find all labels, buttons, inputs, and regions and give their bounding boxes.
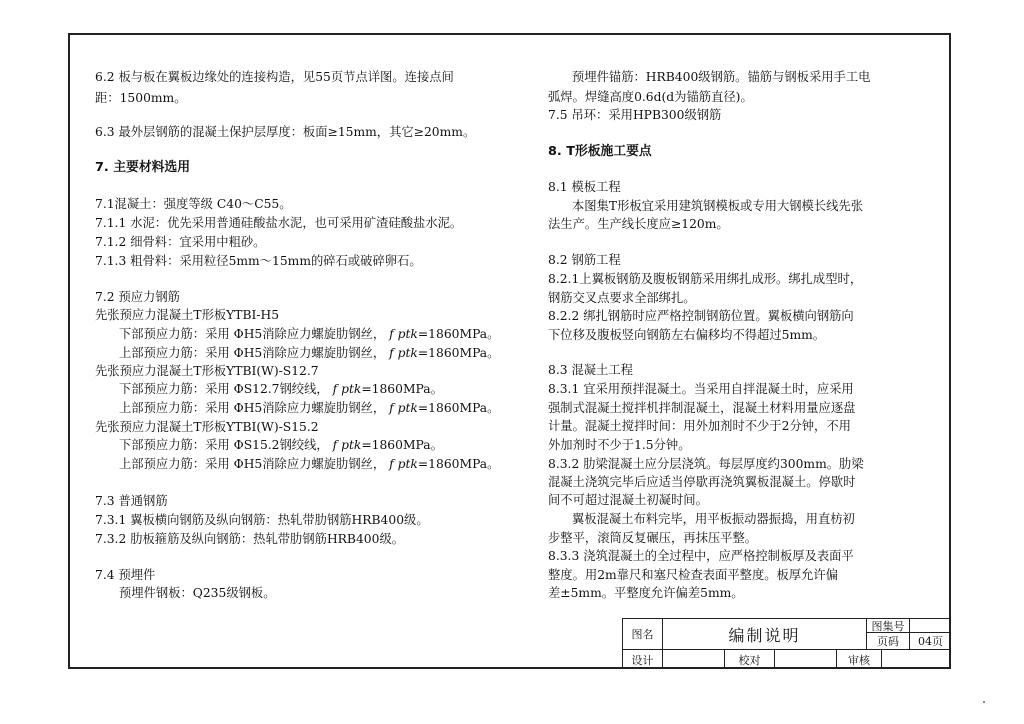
section-heading-8: 8. T形板施工要点 bbox=[548, 144, 652, 159]
tendon-line: 上部预应力筋：采用 ΦH5消除应力螺旋肋钢丝， f ptk=1860MPa。 bbox=[119, 346, 500, 360]
text-line: 下位移及腹板竖向钢筋左右偏移均不得超过5mm。 bbox=[548, 328, 826, 342]
text-line: 8.2 钢筋工程 bbox=[548, 253, 621, 267]
atlas-number-label: 图集号 bbox=[866, 618, 909, 632]
text-line: 整度。用2m靠尺和塞尺检查表面平整度。板厚允许偏 bbox=[548, 568, 839, 582]
text-line: 8.3 混凝土工程 bbox=[548, 363, 633, 377]
text-line: 距：1500mm。 bbox=[95, 91, 187, 105]
text-line: 混凝土浇筑完毕后应适当停歇再浇筑翼板混凝土。停歇时 bbox=[548, 475, 856, 489]
text-line: 钢筋交叉点要求全部绑扎。 bbox=[548, 291, 696, 305]
text-line: 先张预应力混凝土T形板YTBI(W)-S15.2 bbox=[95, 420, 319, 434]
tendon-line: 下部预应力筋：采用 ΦS15.2钢绞线， f ptk=1860MPa。 bbox=[119, 438, 443, 452]
text-line: 7.5 吊环：采用HPB300级钢筋 bbox=[548, 108, 722, 122]
text-line: 8.3.1 宜采用预拌混凝土。当采用自拌混凝土时，应采用 bbox=[548, 382, 854, 396]
text-line: 差±5mm。平整度允许偏差5mm。 bbox=[548, 586, 744, 600]
text-line: 6.2 板与板在翼板边缘处的连接构造，见55页节点详图。连接点间 bbox=[95, 70, 454, 84]
text-line: 8.2.1上翼板钢筋及腹板钢筋采用绑扎成形。绑扎成型时， bbox=[548, 272, 863, 286]
review-signature bbox=[881, 649, 951, 669]
text-line: 8.1 模板工程 bbox=[548, 180, 621, 194]
text-line: 7.1.3 粗骨料：采用粒径5mm～15mm的碎石或破碎卵石。 bbox=[95, 254, 422, 268]
text-line: 7.4 预埋件 bbox=[95, 568, 156, 582]
title-block bbox=[622, 618, 951, 669]
text-line: 弧焊。焊缝高度0.6d(d为锚筋直径)。 bbox=[548, 90, 753, 104]
text-line: 8.2.2 绑扎钢筋时应严格控制钢筋位置。翼板横向钢筋向 bbox=[548, 309, 854, 323]
text-line: 8.3.2 肋梁混凝土应分层浇筑。每层厚度约300mm。肋梁 bbox=[548, 457, 864, 471]
text-line: 6.3 最外层钢筋的混凝土保护层厚度：板面≥15mm，其它≥20mm。 bbox=[95, 125, 476, 139]
text-line: 7.3.2 肋板箍筋及纵向钢筋：热轧带肋钢筋HRB400级。 bbox=[95, 532, 405, 546]
design-label: 设计 bbox=[622, 649, 662, 669]
text-line: 8.3.3 浇筑混凝土的全过程中，应严格控制板厚及表面平 bbox=[548, 549, 854, 563]
text-line: 步整平，滚筒反复碾压，再抹压平整。 bbox=[548, 531, 758, 545]
tendon-line: 上部预应力筋：采用 ΦH5消除应力螺旋肋钢丝， f ptk=1860MPa。 bbox=[119, 457, 500, 471]
page-number-value: 04页 bbox=[909, 632, 951, 649]
text-line: 外加剂时不少于1.5分钟。 bbox=[548, 438, 691, 452]
text-line: 预埋件锚筋：HRB400级钢筋。锚筋与钢板采用手工电 bbox=[572, 70, 871, 84]
text-line: 7.3 普通钢筋 bbox=[95, 494, 168, 508]
review-label: 审核 bbox=[836, 649, 881, 669]
text-line: 法生产。生产线长度应≥120m。 bbox=[548, 217, 729, 231]
text-line: 本图集T形板宜采用建筑钢模板或专用大钢模长线先张 bbox=[572, 199, 864, 213]
page-number-label: 页码 bbox=[866, 632, 909, 649]
text-line: 先张预应力混凝土T形板YTBI-H5 bbox=[95, 308, 280, 322]
text-line: 计量。混凝土搅拌时间：用外加剂时不少于2分钟，不用 bbox=[548, 419, 851, 433]
tendon-line: 上部预应力筋：采用 ΦH5消除应力螺旋肋钢丝， f ptk=1860MPa。 bbox=[119, 401, 500, 415]
design-signature bbox=[662, 649, 724, 669]
text-line: 预埋件钢板：Q235级钢板。 bbox=[119, 586, 276, 600]
drawing-name-label: 图名 bbox=[622, 618, 662, 649]
tendon-line: 下部预应力筋：采用 ΦS12.7钢绞线， f ptk=1860MPa。 bbox=[119, 382, 443, 396]
text-line: 7.2 预应力钢筋 bbox=[95, 290, 180, 304]
text-line: 间不可超过混凝土初凝时间。 bbox=[548, 493, 708, 507]
text-line: 7.1.2 细骨料：宜采用中粗砂。 bbox=[95, 235, 266, 249]
atlas-number-value bbox=[909, 618, 951, 632]
section-heading-7: 7. 主要材料选用 bbox=[95, 160, 191, 175]
text-line: 7.1混凝土：强度等级 C40～C55。 bbox=[95, 197, 292, 211]
check-signature bbox=[774, 649, 836, 669]
tendon-line: 下部预应力筋：采用 ΦH5消除应力螺旋肋钢丝， f ptk=1860MPa。 bbox=[119, 327, 500, 341]
text-line: 先张预应力混凝土T形板YTBI(W)-S12.7 bbox=[95, 364, 319, 378]
text-line: 强制式混凝土搅拌机拌制混凝土，混凝土材料用量应逐盘 bbox=[548, 401, 856, 415]
drawing-title: 编制说明 bbox=[662, 618, 866, 649]
text-line: 7.1.1 水泥：优先采用普通硅酸盐水泥，也可采用矿渣硅酸盐水泥。 bbox=[95, 216, 463, 230]
text-line: 翼板混凝土布料完毕，用平板振动器振捣，用直枋初 bbox=[572, 512, 855, 526]
check-label: 校对 bbox=[724, 649, 774, 669]
corner-mark bbox=[983, 701, 985, 703]
text-line: 7.3.1 翼板横向钢筋及纵向钢筋：热轧带肋钢筋HRB400级。 bbox=[95, 513, 429, 527]
